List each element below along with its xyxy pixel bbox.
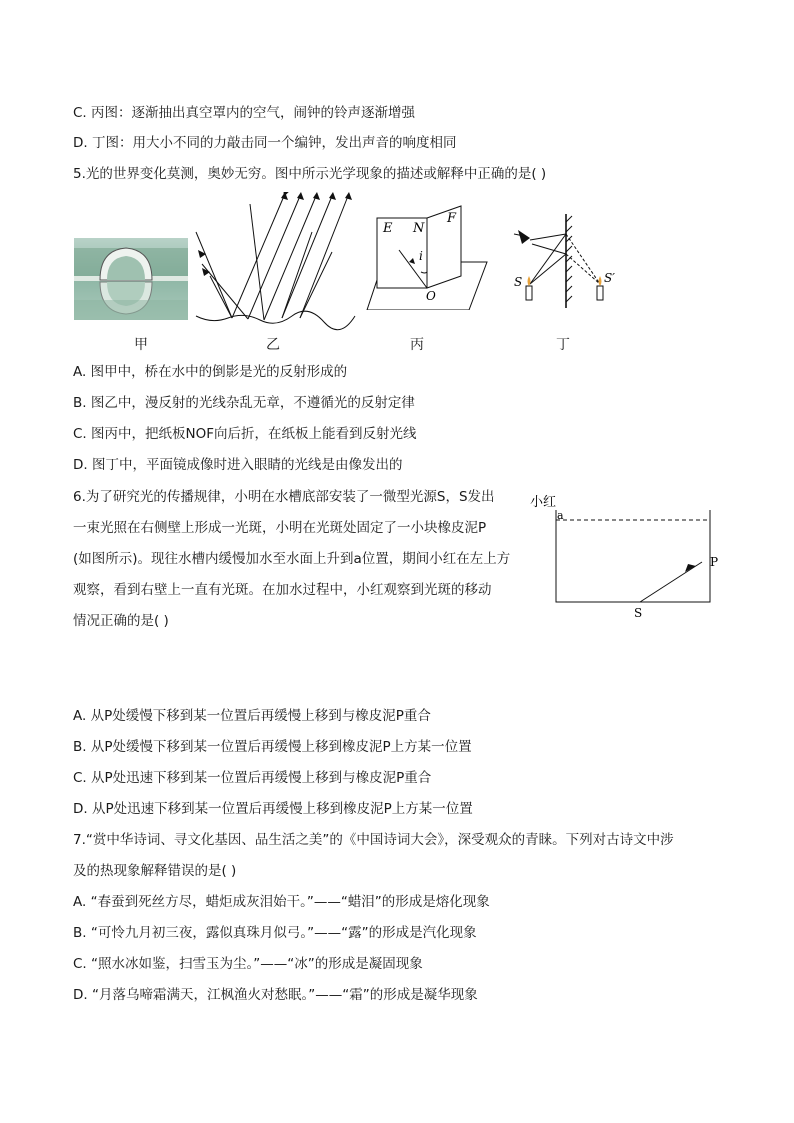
caption-jia: 甲 <box>134 337 148 353</box>
q5-stem: 5.光的世界变化莫测，奥妙无穷。图中所示光学现象的描述或解释中正确的是( ) <box>73 166 547 182</box>
q7-option-d: D. “月落乌啼霜满天，江枫渔火对愁眠。”——“霜”的形成是凝华现象 <box>73 987 478 1003</box>
q5-option-c: C. 图丙中，把纸板NOF向后折，在纸板上能看到反射光线 <box>73 426 417 442</box>
q7-option-c: C. “照水冰如鉴，扫雪玉为尘。”——“冰”的形成是凝固现象 <box>73 956 423 972</box>
label-point-p: P <box>710 555 719 569</box>
q7-option-b: B. “可怜九月初三夜，露似真珠月似弓。”——“露”的形成是汽化现象 <box>73 925 477 941</box>
figure-ding-plane-mirror <box>508 212 628 312</box>
figure-jia-bridge-photo <box>74 238 188 320</box>
q6-option-a: A. 从P处缓慢下移到某一位置后再缓慢上移到与橡皮泥P重合 <box>73 708 431 724</box>
q6-stem-line-1: 6.为了研究光的传播规律，小明在水槽底部安装了一微型光源S，S发出 <box>73 489 495 505</box>
q4-option-c: C. 丙图：逐渐抽出真空罩内的空气，闹钟的铃声逐渐增强 <box>73 105 416 121</box>
q4-option-d: D. 丁图：用大小不同的力敲击同一个编钟，发出声音的响度相同 <box>73 135 457 151</box>
figure-yi-diffuse-reflection <box>192 192 357 332</box>
q6-option-b: B. 从P处缓慢下移到某一位置后再缓慢上移到橡皮泥P上方某一位置 <box>73 739 472 755</box>
q6-option-d: D. 从P处迅速下移到某一位置后再缓慢上移到橡皮泥P上方某一位置 <box>73 801 473 817</box>
q6-stem-line-2: 一束光照在右侧壁上形成一光斑，小明在光斑处固定了一小块橡皮泥P <box>73 520 487 536</box>
q5-option-d: D. 图丁中，平面镜成像时进入眼睛的光线是由像发出的 <box>73 457 403 473</box>
label-observer: 小红 <box>530 495 557 510</box>
label-e: E <box>383 221 393 236</box>
label-o: O <box>426 289 436 303</box>
q6-stem-line-5: 情况正确的是( ) <box>73 613 169 629</box>
caption-yi: 乙 <box>266 337 280 353</box>
label-source-s: S <box>634 606 643 620</box>
q6-stem-line-4: 观察，看到右壁上一直有光斑。在加水过程中，小红观察到光斑的移动 <box>73 582 492 598</box>
q6-stem-line-3: (如图所示)。现往水槽内缓慢加水至水面上升到a位置，期间小红在左上方 <box>73 551 511 567</box>
figure-q6-water-tank <box>528 488 728 623</box>
q5-option-b: B. 图乙中，漫反射的光线杂乱无章，不遵循光的反射定律 <box>73 395 415 411</box>
q5-option-a: A. 图甲中，桥在水中的倒影是光的反射形成的 <box>73 364 348 380</box>
q7-stem-line-2: 及的热现象解释错误的是( ) <box>73 863 237 879</box>
eye-icon <box>514 230 530 244</box>
label-n: N <box>413 221 425 236</box>
figure-bing-reflection-board <box>365 200 490 310</box>
q7-stem-line-1: 7.“赏中华诗词、寻文化基因、品生活之美”的《中国诗词大会》，深受观众的青睐。下列对古诗文中涉 <box>73 832 674 848</box>
label-s-prime: S′ <box>604 271 615 285</box>
caption-bing: 丙 <box>410 337 424 353</box>
caption-ding: 丁 <box>556 337 570 353</box>
q7-option-a: A. “春蚕到死丝方尽，蜡炬成灰泪始干。”——“蜡泪”的形成是熔化现象 <box>73 894 490 910</box>
label-s: S <box>514 275 523 289</box>
label-i: i <box>419 249 423 263</box>
q6-option-c: C. 从P处迅速下移到某一位置后再缓慢上移到与橡皮泥P重合 <box>73 770 432 786</box>
label-level-a: a <box>557 509 564 522</box>
label-f: F <box>447 211 457 226</box>
